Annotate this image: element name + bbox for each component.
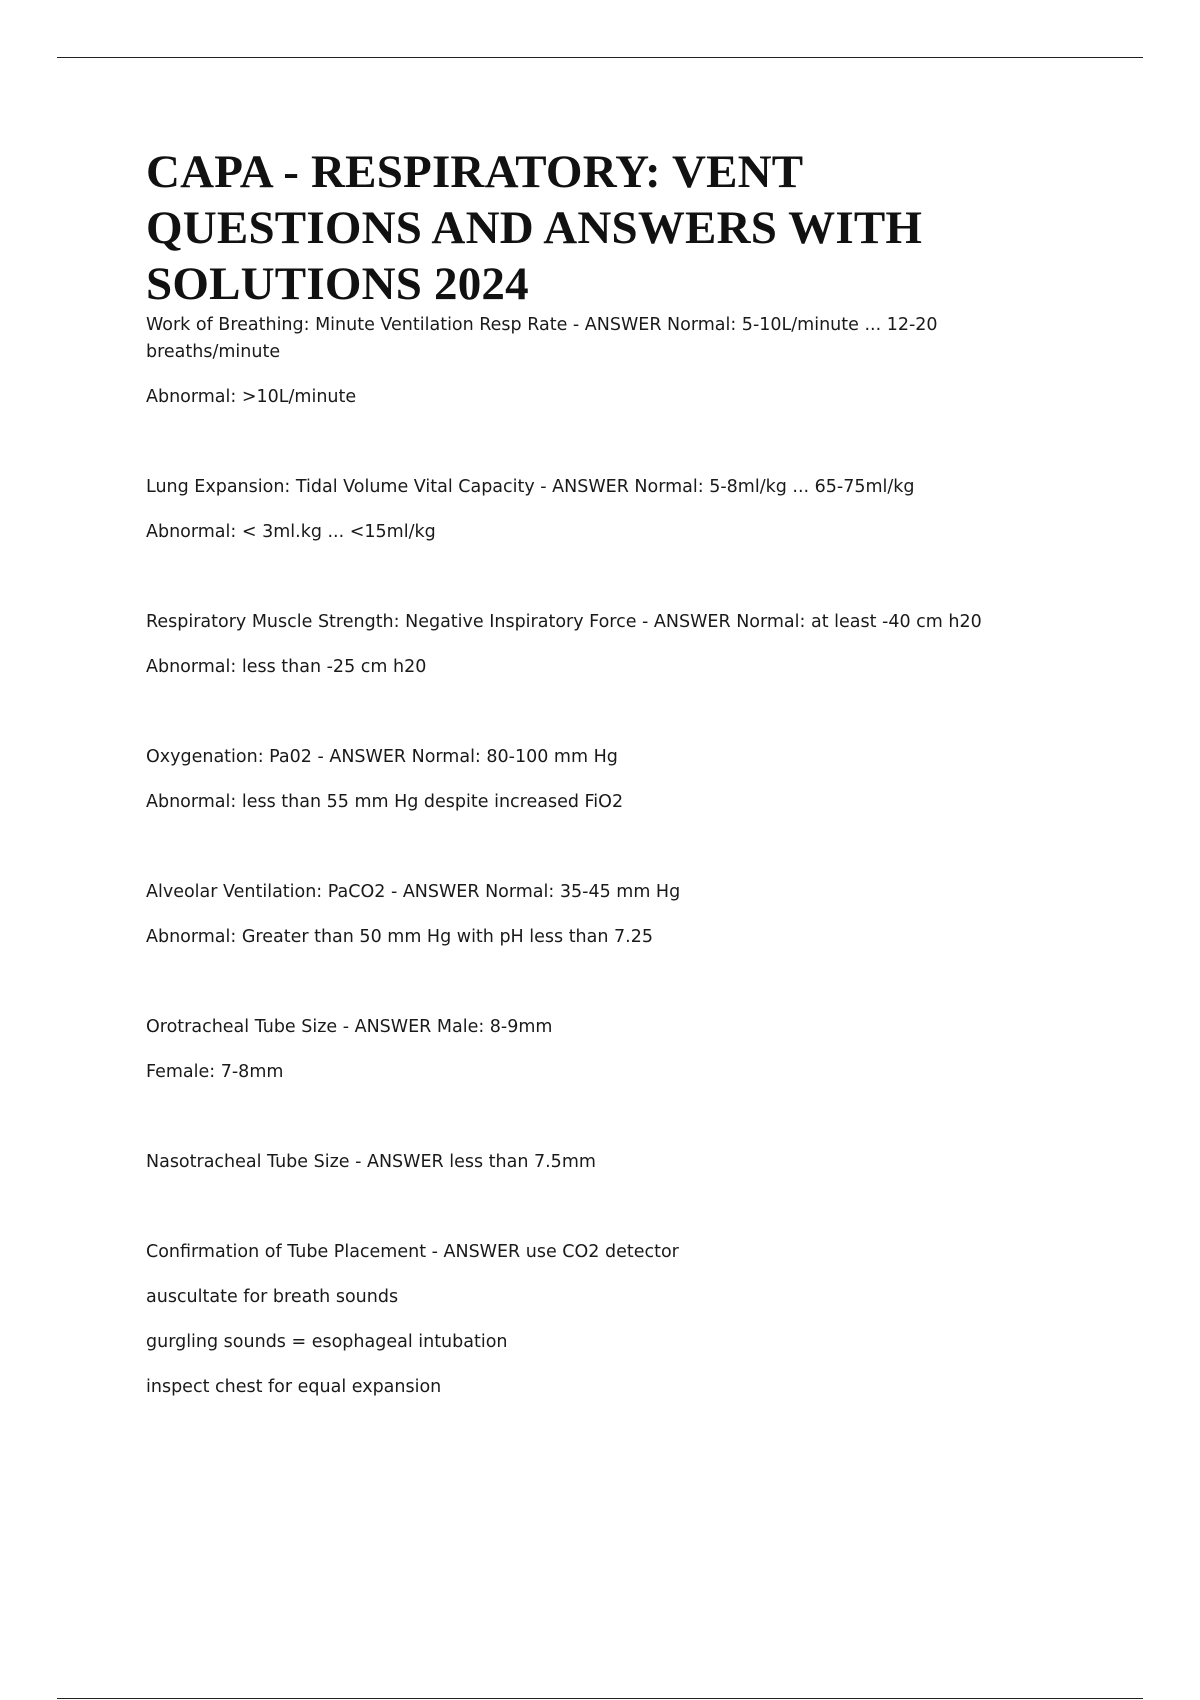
- qa-line: Abnormal: < 3ml.kg ... <15ml/kg: [146, 522, 436, 542]
- top-rule: [57, 57, 1143, 58]
- qa-line: Abnormal: Greater than 50 mm Hg with pH less than 7.25: [146, 927, 653, 947]
- qa-item: [146, 834, 1046, 951]
- qa-line: Abnormal: less than -25 cm h20: [146, 657, 427, 677]
- qa-line: Work of Breathing: Minute Ventilation Resp Rate - ANSWER Normal: 5-10L/minute ... 12-20 breaths/minute: [146, 315, 938, 362]
- qa-line: Orotracheal Tube Size - ANSWER Male: 8-9mm: [146, 1017, 553, 1037]
- bottom-rule: [57, 1698, 1143, 1699]
- qa-line: Abnormal: less than 55 mm Hg despite increased FiO2: [146, 792, 624, 812]
- qa-line: auscultate for breath sounds: [146, 1287, 399, 1307]
- qa-item: [146, 1104, 1046, 1176]
- qa-line: Female: 7-8mm: [146, 1062, 284, 1082]
- qa-line: gurgling sounds = esophageal intubation: [146, 1332, 508, 1352]
- qa-line: Oxygenation: Pa02 - ANSWER Normal: 80-100 mm Hg: [146, 747, 618, 767]
- title-line-1: CAPA - RESPIRATORY: VENT: [146, 146, 804, 198]
- page-content: [146, 144, 1046, 1419]
- qa-item: [146, 312, 1046, 411]
- qa-line: Alveolar Ventilation: PaCO2 - ANSWER Normal: 35-45 mm Hg: [146, 882, 681, 902]
- document-title: [146, 144, 1046, 312]
- title-line-2: QUESTIONS AND ANSWERS WITH: [146, 202, 923, 254]
- qa-line: inspect chest for equal expansion: [146, 1377, 442, 1397]
- qa-line: Nasotracheal Tube Size - ANSWER less than 7.5mm: [146, 1152, 596, 1172]
- title-line-3: SOLUTIONS 2024: [146, 258, 529, 310]
- qa-item: [146, 1194, 1046, 1401]
- qa-line: Confirmation of Tube Placement - ANSWER use CO2 detector: [146, 1242, 679, 1262]
- qa-item: [146, 969, 1046, 1086]
- qa-line: Respiratory Muscle Strength: Negative Inspiratory Force - ANSWER Normal: at least -40 cm h20: [146, 612, 982, 632]
- qa-item: [146, 429, 1046, 546]
- qa-item: [146, 699, 1046, 816]
- qa-line: Lung Expansion: Tidal Volume Vital Capacity - ANSWER Normal: 5-8ml/kg ... 65-75ml/kg: [146, 477, 915, 497]
- qa-list: [146, 312, 1046, 1401]
- qa-line: Abnormal: >10L/minute: [146, 387, 357, 407]
- qa-item: [146, 564, 1046, 681]
